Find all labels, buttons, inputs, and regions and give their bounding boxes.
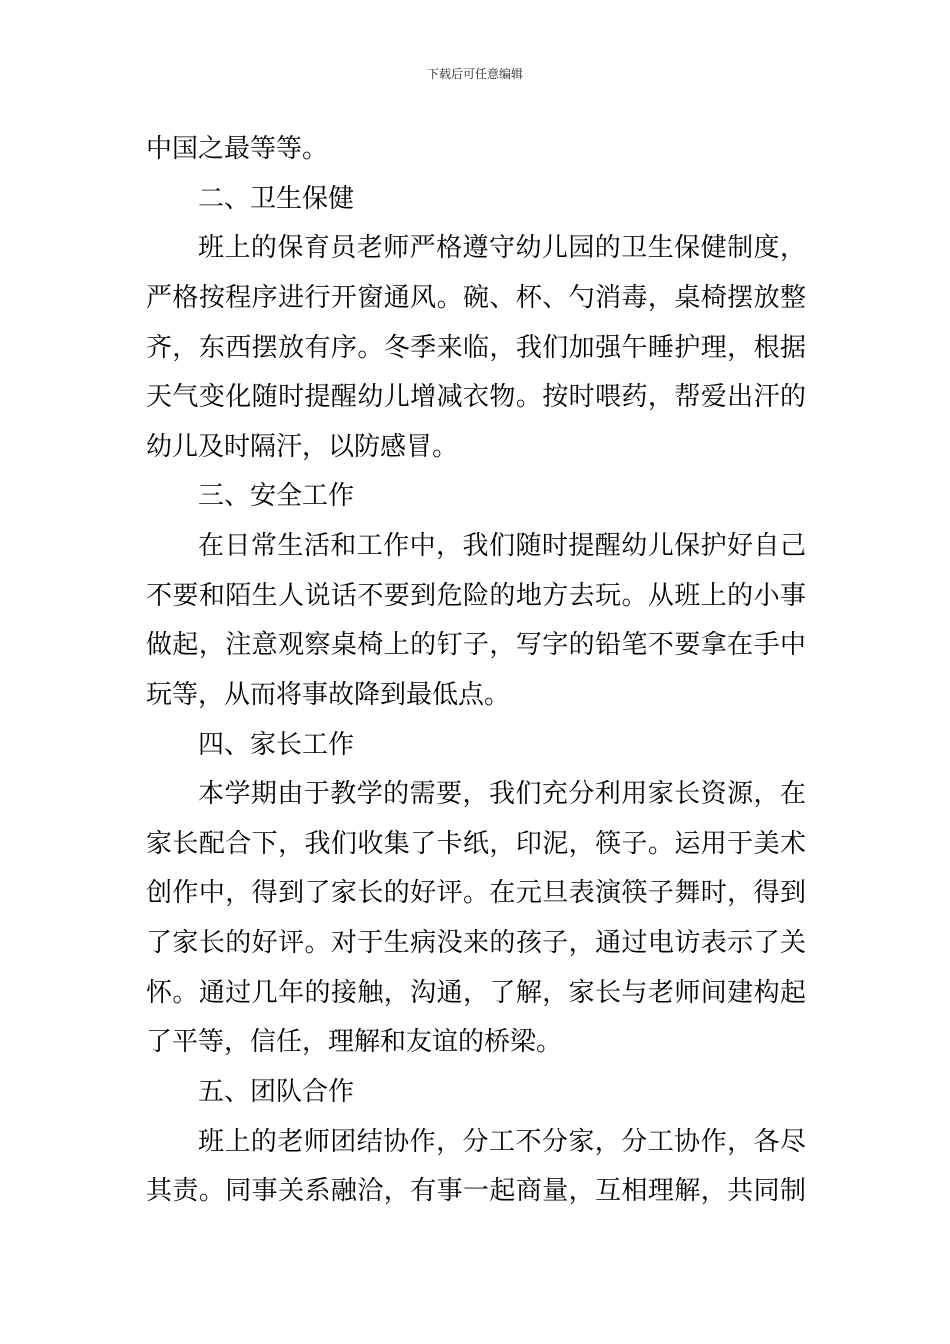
paragraph-line: 其责。同事关系融洽，有事一起商量，互相理解，共同制 xyxy=(146,1176,806,1206)
paragraph-line: 不要和陌生人说话不要到危险的地方去玩。从班上的小事 xyxy=(146,581,806,611)
paragraph-line: 班上的老师团结协作，分工不分家，分工协作，各尽 xyxy=(198,1127,806,1157)
paragraph-line: 怀。通过几年的接触，沟通，了解，家长与老师间建构起 xyxy=(146,978,806,1008)
paragraph-line: 了平等，信任，理解和友谊的桥梁。 xyxy=(146,1027,563,1057)
paragraph-line: 本学期由于教学的需要，我们充分利用家长资源，在 xyxy=(198,779,806,809)
paragraph-line: 创作中，得到了家长的好评。在元旦表演筷子舞时，得到 xyxy=(146,878,806,908)
paragraph-line: 了家长的好评。对于生病没来的孩子，通过电访表示了关 xyxy=(146,928,806,958)
paragraph-line: 严格按程序进行开窗通风。碗、杯、勺消毒，桌椅摆放整 xyxy=(146,283,806,313)
paragraph-line: 幼儿及时隔汗，以防感冒。 xyxy=(146,432,459,462)
section-heading-hygiene: 二、卫生保健 xyxy=(198,184,355,214)
section-heading-safety: 三、安全工作 xyxy=(198,481,355,511)
paragraph-line: 做起，注意观察桌椅上的钉子，写字的铅笔不要拿在手中 xyxy=(146,630,806,660)
paragraph-line: 玩等，从而将事故降到最低点。 xyxy=(146,680,511,710)
paragraph-line: 中国之最等等。 xyxy=(146,134,329,164)
paragraph-line: 齐，东西摆放有序。冬季来临，我们加强午睡护理，根据 xyxy=(146,333,806,363)
section-heading-teamwork: 五、团队合作 xyxy=(198,1077,355,1107)
paragraph-line: 班上的保育员老师严格遵守幼儿园的卫生保健制度， xyxy=(198,233,806,263)
paragraph-line: 在日常生活和工作中，我们随时提醒幼儿保护好自己 xyxy=(198,531,806,561)
section-heading-parents: 四、家长工作 xyxy=(198,730,355,760)
page-header: 下载后可任意编辑 xyxy=(426,67,523,81)
paragraph-line: 天气变化随时提醒幼儿增减衣物。按时喂药，帮爱出汗的 xyxy=(146,382,806,412)
paragraph-line: 家长配合下，我们收集了卡纸，印泥，筷子。运用于美术 xyxy=(146,829,806,859)
